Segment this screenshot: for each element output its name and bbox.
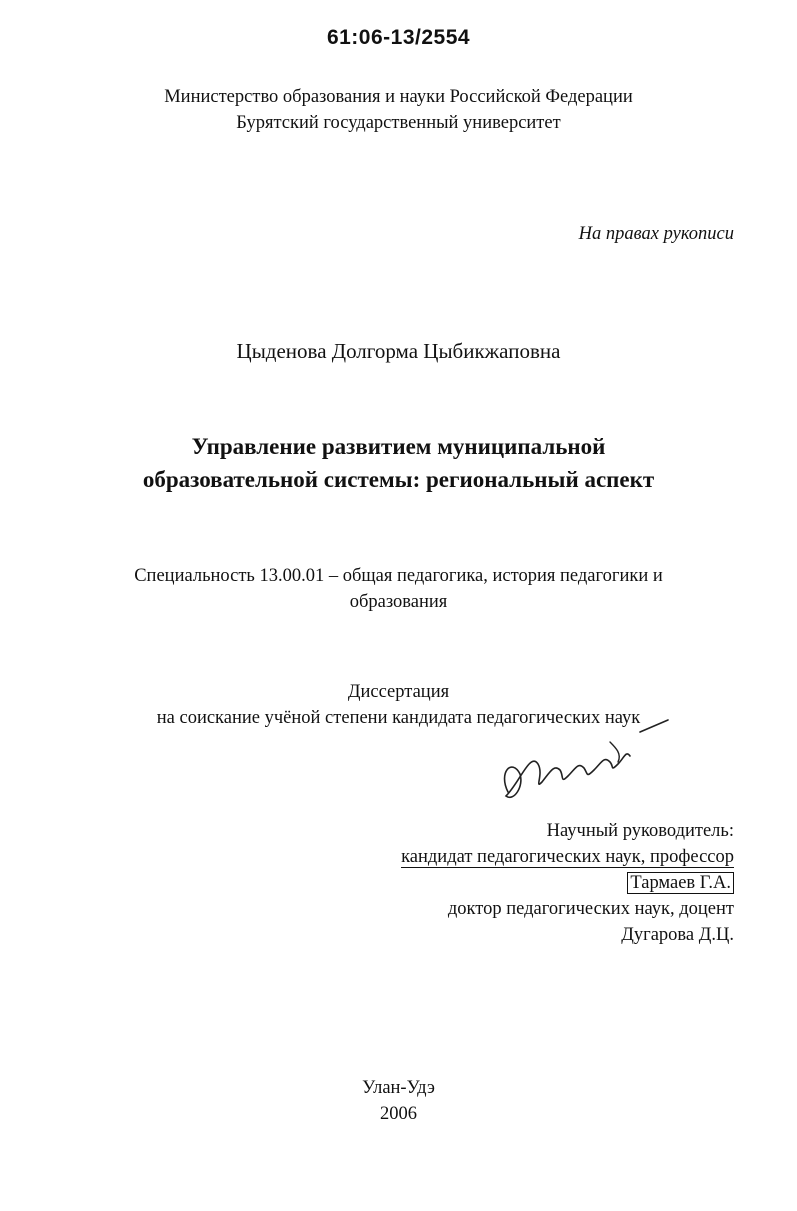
city-year-block [0,1075,797,1127]
title-line-2: образовательной системы: региональный аспект [142,467,655,492]
year: 2006 [380,1104,417,1124]
dissertation-title [0,430,797,496]
supervisors-block [401,818,734,948]
degree-line: на соискание учёной степени кандидата педагогических наук [156,708,641,728]
author-name: Цыденова Долгорма Цыбикжаповна [236,339,561,363]
second-supervisor-name: Дугарова Д.Ц. [621,925,734,945]
first-supervisor-name: Тармаев Г.А. [627,872,734,894]
signature [490,712,670,812]
manuscript-note: На правах рукописи [578,224,734,244]
title-line-1: Управление развитием муниципальной [191,434,606,459]
institution-block [0,84,797,136]
specialty-block [0,563,797,615]
city: Улан-Удэ [362,1078,435,1098]
first-supervisor-degree: кандидат педагогических наук, профессор [401,847,734,867]
specialty-line-1: Специальность 13.00.01 – общая педагогика, история педагогики и [134,566,663,586]
second-supervisor-degree: доктор педагогических наук, доцент [447,899,734,919]
dissertation-label: Диссертация [347,682,450,702]
university-name: Бурятский государственный университет [236,113,561,133]
specialty-line-2: образования [349,592,448,612]
dissertation-block [0,679,797,731]
supervisor-heading: Научный руководитель: [546,821,734,841]
catalog-number: 61:06-13/2554 [326,26,471,49]
ministry-name: Министерство образования и науки Российской Федерации [164,87,633,107]
